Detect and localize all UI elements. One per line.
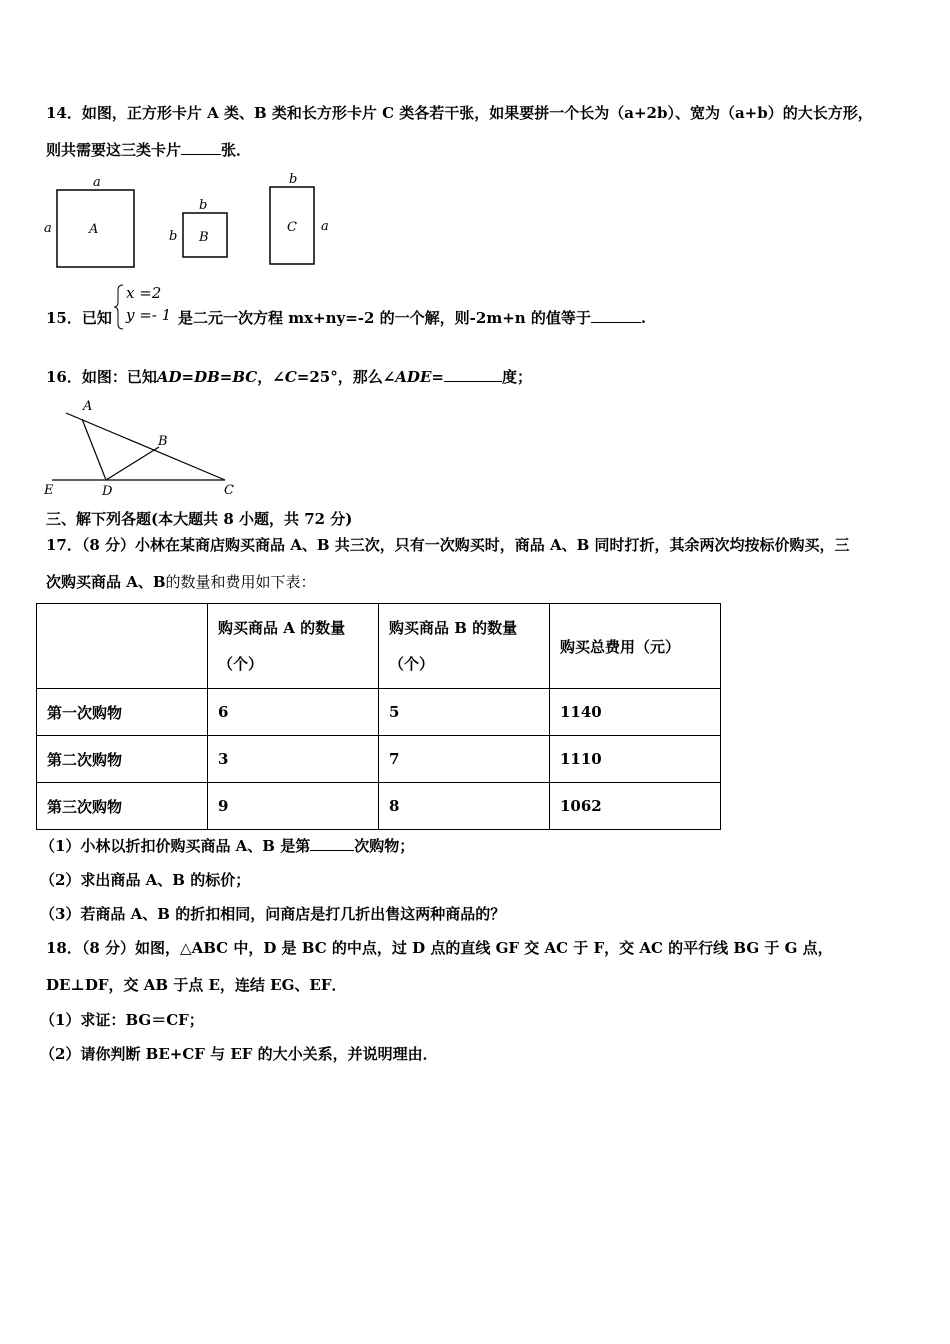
- card-c-label: C: [287, 220, 297, 235]
- header-total-label: 购买总费用（元）: [560, 637, 681, 656]
- q17-line2b: 的数量和费用如下表：: [165, 573, 316, 591]
- q14-card-figure: [40, 172, 340, 272]
- table-row: [37, 689, 721, 736]
- table-cell: 7: [379, 736, 550, 783]
- table-row: [37, 783, 721, 830]
- q17-sub2: （2）求出商品 A、B 的标价；: [40, 871, 251, 889]
- table-cell: 5: [379, 689, 550, 736]
- card-a-top-label: a: [93, 175, 101, 190]
- q17-sub3: （3）若商品 A、B 的折扣相同，问商店是打几折出售这两种商品的？: [40, 905, 506, 923]
- q17-sub1: [40, 836, 414, 856]
- q16-condition: AD=DB=BC: [156, 368, 258, 386]
- card-a-label: A: [89, 222, 99, 237]
- q16-angle-ade: ADE: [395, 368, 432, 386]
- q17-sub1-post: 次购物；: [354, 837, 415, 855]
- table-cell: 1140: [550, 689, 721, 736]
- table-cell: 6: [208, 689, 379, 736]
- table-cell: 8: [379, 783, 550, 830]
- table-cell: 3: [208, 736, 379, 783]
- q16-prefix: 16．如图：已知: [46, 368, 157, 386]
- q15-eq1: x =2: [126, 284, 162, 302]
- header-b-line2: （个）: [389, 655, 435, 673]
- point-c-label: C: [224, 483, 234, 498]
- card-b-top-label: b: [199, 198, 208, 213]
- header-cell-b: [379, 604, 550, 689]
- table-cell: 1110: [550, 736, 721, 783]
- q16-answer-blank[interactable]: [444, 367, 502, 382]
- header-cell-empty: [37, 604, 208, 689]
- header-cell-total: [550, 604, 721, 689]
- q15-equation-system: [116, 282, 171, 326]
- table-cell: 第二次购物: [37, 736, 208, 783]
- header-a-line2: （个）: [218, 655, 264, 673]
- segment-db: [106, 447, 159, 480]
- q18-line1: 18．（8 分）如图，△ABC 中，D 是 BC 的中点，过 D 点的直线 GF 交 AC 于 F，交 AC 的平行线 BG 于 G 点，: [46, 939, 833, 957]
- q14-line2-post: 张．: [221, 141, 252, 159]
- card-c-side-label: a: [321, 219, 329, 234]
- line-ac: [66, 413, 225, 480]
- q16-triangle-figure: [40, 396, 250, 500]
- header-cell-a: [208, 604, 379, 689]
- q18-sub2: （2）请你判断 BE+CF 与 EF 的大小关系，并说明理由．: [40, 1045, 438, 1063]
- q18-line2: DE⊥DF，交 AB 于点 E，连结 EG、EF．: [46, 976, 347, 994]
- q17-line2a: 次购买商品 A、B: [46, 573, 166, 591]
- q16-eq2: =: [431, 368, 444, 386]
- purchase-table: [36, 603, 721, 830]
- point-d-label: D: [102, 484, 113, 499]
- q16-end: 度；: [501, 368, 532, 386]
- section3-heading: 三、解下列各题(本大题共 8 小题，共 72 分): [46, 510, 353, 528]
- header-b-line1: 购买商品 B 的数量: [389, 619, 518, 637]
- card-c: [270, 172, 329, 264]
- card-b-label: B: [199, 230, 209, 245]
- q18-sub1: （1）求证：BG＝CF；: [40, 1011, 204, 1029]
- table-header-row: [37, 604, 721, 689]
- table-row: [37, 736, 721, 783]
- q15-text: 是二元一次方程 mx+ny=-2 的一个解，则-2m+n 的值等于: [178, 309, 591, 327]
- q16-line: [46, 367, 532, 387]
- q14-line1: 14．如图，正方形卡片 A 类、B 类和长方形卡片 C 类各若干张，如果要拼一个长为（a+2b）、宽为（a+b）的大长方形，: [46, 104, 873, 122]
- q15-end: .: [640, 309, 647, 327]
- q17-answer-blank[interactable]: [310, 836, 354, 851]
- table-cell: 1062: [550, 783, 721, 830]
- q14-line2: [46, 140, 251, 160]
- table-cell: 第三次购物: [37, 783, 208, 830]
- q15-text-line: [178, 308, 646, 328]
- point-e-label: E: [44, 483, 54, 498]
- q14-answer-blank[interactable]: [181, 140, 221, 155]
- table-cell: 9: [208, 783, 379, 830]
- point-b-label: B: [158, 434, 168, 449]
- q16-angle-c: C: [284, 368, 297, 386]
- table-cell: 第一次购物: [37, 689, 208, 736]
- q15-prefix: 15．已知: [46, 309, 112, 327]
- card-a: [44, 175, 134, 267]
- point-a-label: A: [83, 399, 93, 414]
- q17-sub1-pre: （1）小林以折扣价购买商品 A、B 是第: [40, 837, 311, 855]
- q16-eq: =25°，那么∠: [296, 368, 396, 386]
- q17-line1: 17．（8 分）小林在某商店购买商品 A、B 共三次，只有一次购买时，商品 A、B 同时打折，其余两次均按标价购买，三: [46, 536, 850, 554]
- q17-line2: [46, 572, 316, 592]
- q14-line2-pre: 则共需要这三类卡片: [46, 141, 182, 159]
- q15-answer-blank[interactable]: [591, 308, 641, 323]
- card-b: [169, 198, 227, 257]
- q15-eq2: y =- 1: [126, 306, 172, 324]
- header-a-line1: 购买商品 A 的数量: [218, 619, 346, 637]
- card-b-side-label: b: [169, 229, 178, 244]
- card-c-top-label: b: [289, 172, 298, 187]
- card-a-side-label: a: [44, 221, 52, 236]
- q16-mid: ，∠: [257, 368, 285, 386]
